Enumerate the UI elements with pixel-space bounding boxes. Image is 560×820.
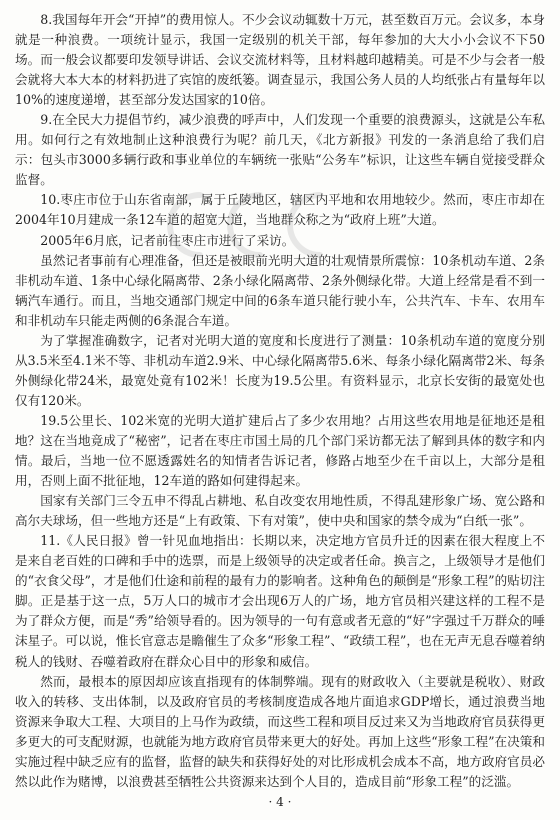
- paragraph-6: 为了掌握准确数字，记者对光明大道的宽度和长度进行了测量：10条机动车道的宽度分别从3.5米至4.1米不等、非机动车道2.9米、中心绿化隔离带5.6米、每条小绿化隔离带2米、每条外侧绿化带24米，最宽处竟有102米！长度为19.5公里。有资料显示，北京长安街的最宽处也仅有120米。: [15, 332, 545, 408]
- paragraph-1: 8.我国每年开会“开掉”的费用惊人。不少会议动辄数十万元，甚至数百万元。会议多，本身就是一种浪费。一项统计显示，我国一定级别的机关干部，每年参加的大大小小会议不下50场。而一般会议都要印发领导讲话、会议交流材料等，且材料越印越精美。可是不少与会者一般会就将大本大本的材料扔进了宾馆的废纸篓。调查显示，我国公务人员的人均纸张占有量每年以10%的速度递增，甚至部分发达国家的10倍。: [15, 12, 545, 108]
- paragraph-2: 9.在全民大力提倡节约，减少浪费的呼声中，人们发现一个重要的浪费源头，这就是公车私用。如何行之有效地制止这种浪费行为呢？前几天，《北方新报》刊发的一条消息给了我们启示：包头市3000多辆行政和事业单位的车辆统一张贴“公务车”标识，让这些车辆自觉接受群众监督。: [15, 112, 545, 188]
- paragraph-8: 国家有关部门三令五申不得乱占耕地、私自改变农用地性质，不得乱建形象广场、宽公路和高尔夫球场，但一些地方还是“上有政策、下有对策”，使中央和国家的禁令成为“白纸一张”。: [15, 493, 545, 529]
- paragraph-9: 11.《人民日报》曾一针见血地指出：长期以来，决定地方官员升迁的因素在很大程度上不是来自老百姓的口碑和手中的选票，而是上级领导的决定或者任命。换言之，上级领导才是他们的“衣食父母”，才是他们仕途和前程的最有力的影响者。这种角色的颠倒是“形象工程”的贴切注脚。正是基于这一点，5万人口的城市才会出现6万人的广场，地方官员相兴建这样的工程不是为了群众方便，而是“秀”给领导看的。因为领导的一句有意或者无意的“好”字强过千万群众的唾沫星子。可以说，惟长官意志是瞻催生了众多“形象工程”、“政绩工程”，也在无声无息吞噬着纳税人的钱财、吞噬着政府在群众心目中的形象和威信。: [15, 533, 545, 669]
- paragraph-10: 然而，最根本的原因却应该直指现有的体制弊端。现有的财政收入（主要就是税收）、财政收入的转移、支出体制，以及政府官员的考核制度造成各地片面追求GDP增长，通过浪费当地资源来争取大工程、大项目的上马作为政绩，而这些工程和项目反过来又为当地政府官员获得更多更大的可支配财源，也就能为地方政府官员带来更大的好处。再加上这些“形象工程”在决策和实施过程中缺乏应有的监督，监督的缺失和获得好处的对比形成机会成本不高，地方政府官员必然以此作为赌博，以浪费甚至牺牲公共资源来达到个人目的，造成目前“形象工程”的泛滥。: [15, 673, 545, 789]
- paragraph-5: 虽然记者事前有心理准备，但还是被眼前光明大道的壮观情景所震惊：10条机动车道、2条非机动车道、1条中心绿化隔离带、2条小绿化隔离带、2条外侧绿化带。大道上经常是看不到一辆汽车通行。而且，当地交通部门规定中间的6条车道只能行驶小车，公共汽车、卡车、农用车和非机动车只能走两侧的6条混合车道。: [15, 252, 545, 328]
- page-number: · 4 ·: [268, 795, 292, 809]
- paragraph-7: 19.5公里长、102米宽的光明大道扩建后占了多少农用地？占用这些农用地是征地还是租地？这在当地竟成了“秘密”，记者在枣庄市国土局的几个部门采访都无法了解到具体的数字和内情。最后，当地一位不愿透露姓名的知情者告诉记者，修路占地至少在千亩以上，大部分是租用，否则上面不批征地，12车道的路如何建得起来。: [15, 412, 545, 489]
- paragraph-4: 2005年6月底，记者前往枣庄市进行了采访。: [40, 232, 295, 248]
- paragraph-3: 10.枣庄市位于山东省南部，属于丘陵地区，辖区内平地和农用地较少。然而，枣庄市却在2004年10月建成一条12车道的超宽大道，当地群众称之为“政府上班”大道。: [15, 192, 545, 228]
